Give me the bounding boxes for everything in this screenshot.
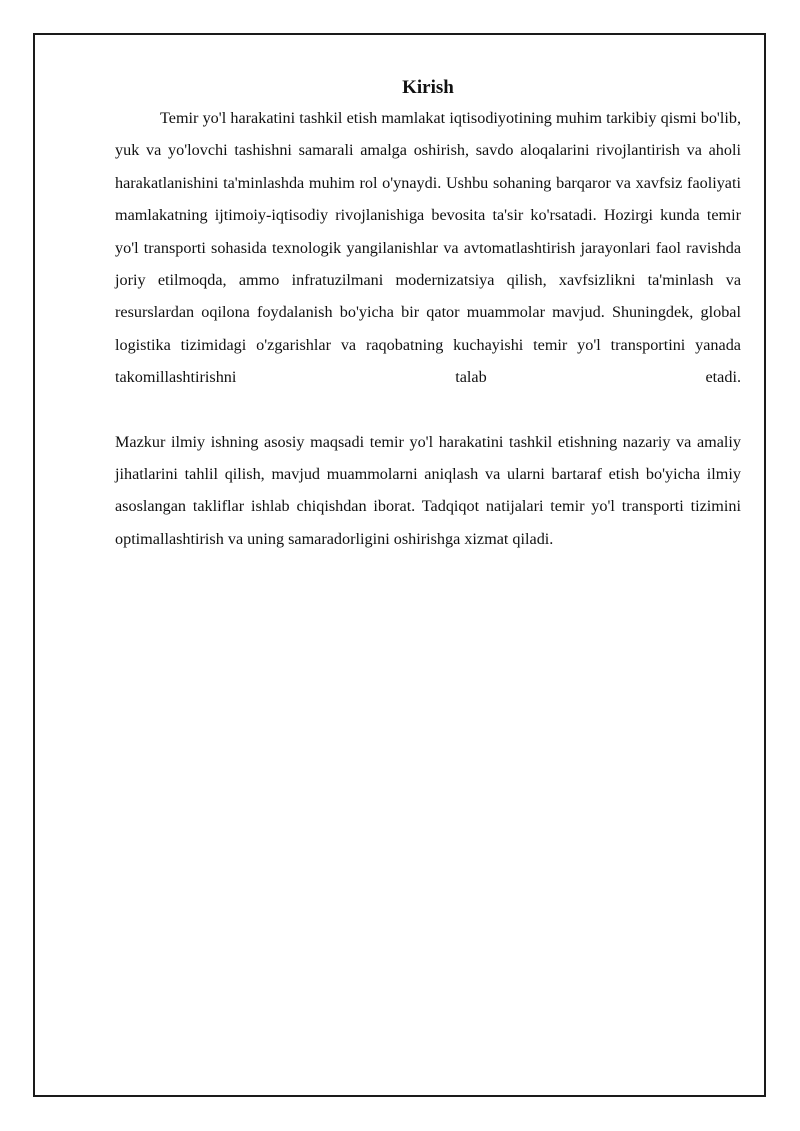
intro-paragraph-2: Mazkur ilmiy ishning asosiy maqsadi temir yo'l harakatini tashkil etishning nazariy va amaliy jihatlarini tahlil qilish, mavjud muammolarni aniqlash va ularni bartaraf etish bo'yicha ilmiy asoslangan takliflar ishlab chiqishdan iborat. Tadqiqot natijalari temir yo'l transporti tizimini optimallashtirish va uning samaradorligini oshirishga xizmat qiladi.: [115, 432, 741, 548]
document-body: [115, 74, 741, 555]
paragraph-spacer: [115, 394, 741, 426]
intro-paragraph-1: Temir yo'l harakatini tashkil etish mamlakat iqtisodiyotining muhim tarkibiy qismi bo'lib, yuk va yo'lovchi tashishni samarali amalga oshirish, savdo aloqalarini rivojlantirish va aholi harakatlanishini ta'minlashda muhim rol o'ynaydi. Ushbu sohaning barqaror va xavfsiz faoliyati mamlakatning ijtimoiy-iqtisodiy rivojlanishiga bevosita ta'sir ko'rsatadi. Hozirgi kunda temir yo'l transporti sohasida texnologik yangilanishlar va avtomatlashtirish jarayonlari faol ravishda joriy etilmoqda, ammo infratuzilmani modernizatsiya qilish, xavfsizlikni ta'minlash va resurslardan oqilona foydalanish bo'yicha bir qator muammolar mavjud. Shuningdek, global logistika tizimidagi o'zgarishlar va raqobatning kuchayishi temir yo'l transportini yanada takomillashtirishni talab etadi.: [115, 109, 741, 387]
section-title: Kirish: [402, 77, 454, 98]
